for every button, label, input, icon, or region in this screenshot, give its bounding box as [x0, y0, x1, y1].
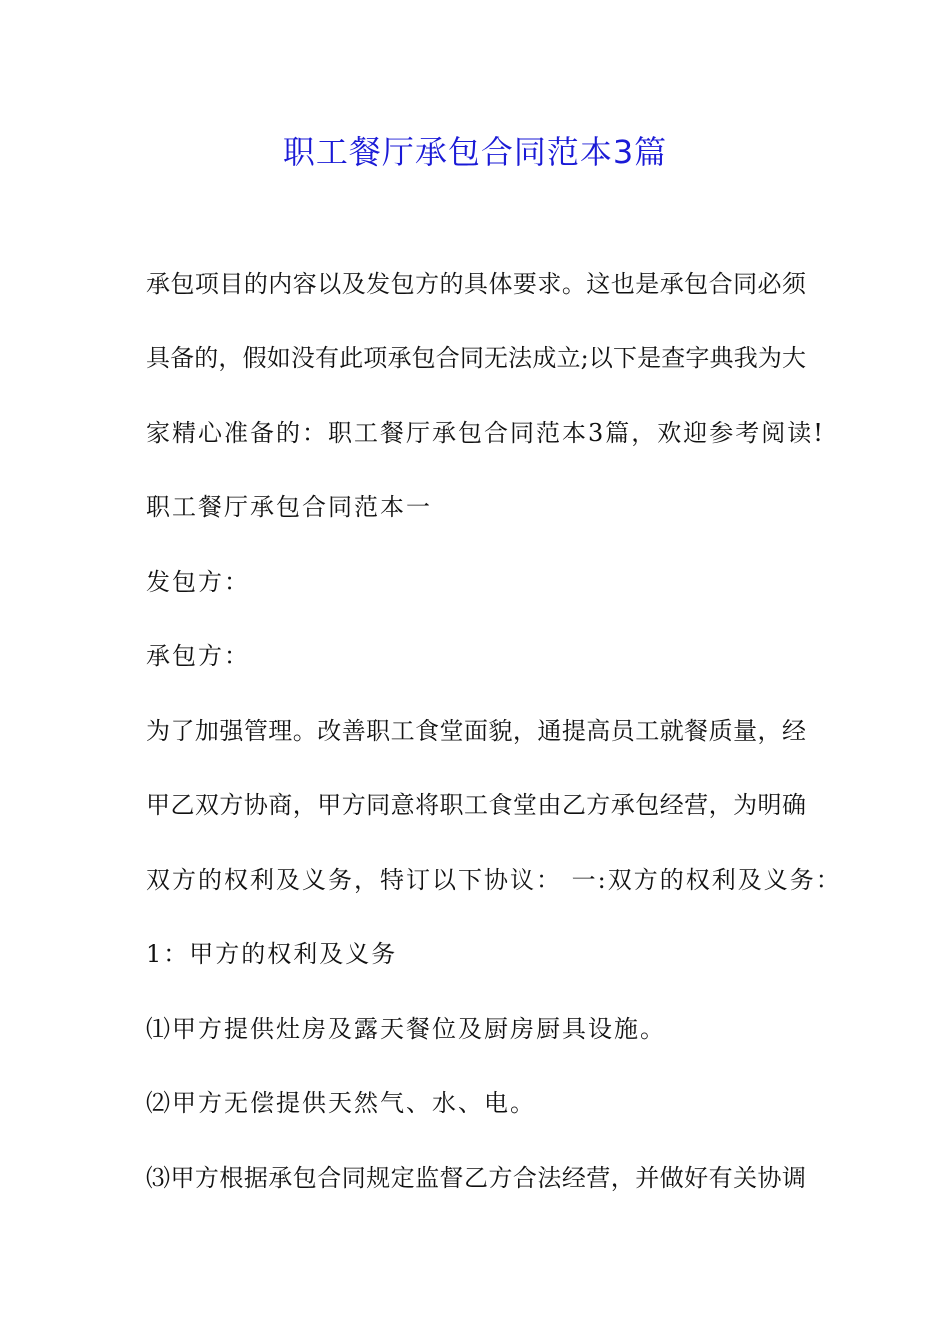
clause-item: ⑶甲方根据承包合同规定监督乙方合法经营，并做好有关协调	[146, 1164, 806, 1192]
clause-item: ⑵甲方无偿提供天然气、水、电。	[146, 1089, 536, 1117]
paragraph-line: 承包项目的内容以及发包方的具体要求。这也是承包合同必须	[146, 270, 806, 298]
paragraph-line: 双方的权利及义务，特订以下协议： 一:双方的权利及义务：	[146, 866, 842, 894]
paragraph-line: 家精心准备的：职工餐厅承包合同范本3篇，欢迎参考阅读!	[146, 419, 825, 447]
paragraph-line: 甲乙双方协商，甲方同意将职工食堂由乙方承包经营，为明确	[146, 791, 806, 819]
party-b-label: 承包方：	[146, 642, 250, 670]
section-heading: 职工餐厅承包合同范本一	[146, 493, 432, 521]
party-a-label: 发包方：	[146, 568, 250, 596]
paragraph-line: 具备的，假如没有此项承包合同无法成立;以下是查字典我为大	[146, 344, 806, 372]
document-title: 职工餐厅承包合同范本3篇	[282, 133, 668, 171]
paragraph-line: 为了加强管理。改善职工食堂面貌，通提高员工就餐质量，经	[146, 717, 806, 745]
clause-heading: 1：甲方的权利及义务	[146, 940, 398, 968]
clause-item: ⑴甲方提供灶房及露天餐位及厨房厨具设施。	[146, 1015, 666, 1043]
